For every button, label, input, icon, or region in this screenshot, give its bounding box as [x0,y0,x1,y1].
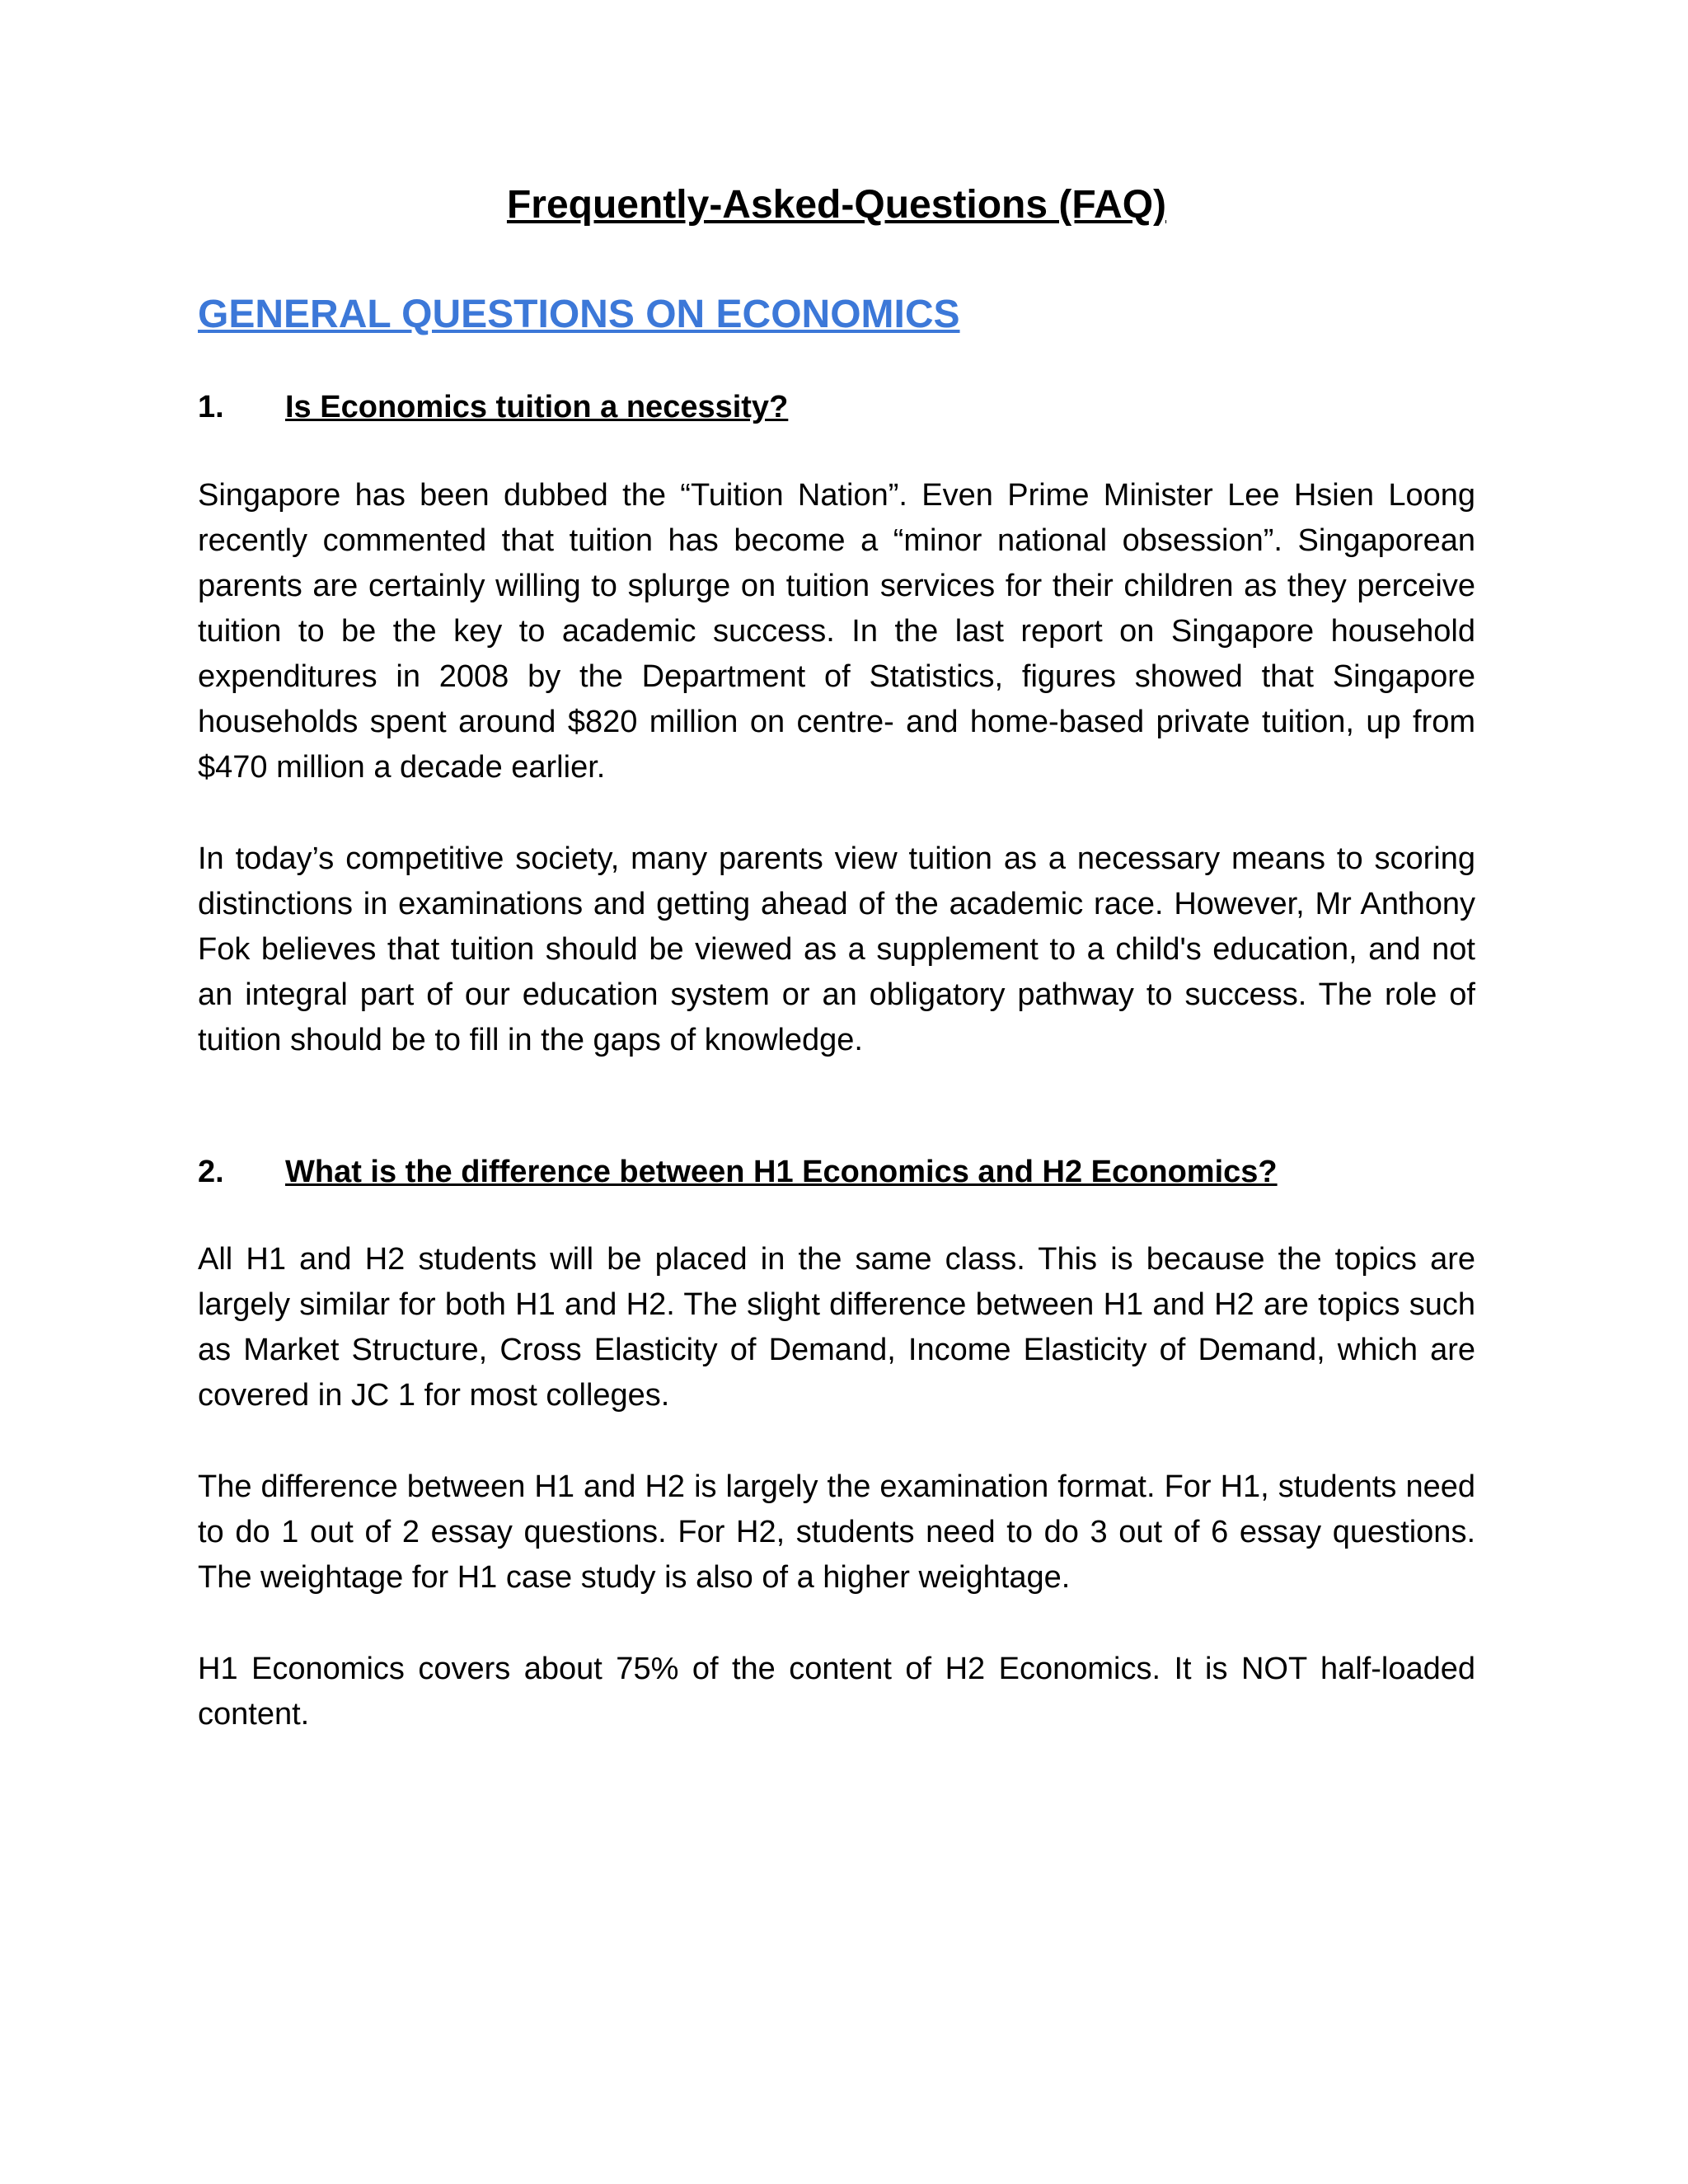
question-1-paragraph-1: Singapore has been dubbed the “Tuition Nation”. Even Prime Minister Lee Hsien Loong recently commented that tuition has become a “minor national obsession”. Singaporean parents are certainly willing to splurge on tuition services for their children as they perceive tuition to be the key to academic success. In the last report on Singapore household expenditures in 2008 by the Department of Statistics, figures showed that Singapore households spent around $820 million on centre- and home-based private tuition, up from $470 million a decade earlier. [198,477,1475,785]
question-2-paragraph-2: The difference between H1 and H2 is largely the examination format. For H1, students need to do 1 out of 2 essay questions. For H2, students need to do 3 out of 6 essay questions. The weightage for H1 case study is also of a higher weightage. [198,1469,1475,1596]
question-text: What is the difference between H1 Economics and H2 Economics? [285,1154,1278,1189]
section-heading-general-questions: GENERAL QUESTIONS ON ECONOMICS [198,292,960,336]
question-2-paragraph-3: H1 Economics covers about 75% of the content of H2 Economics. It is NOT half-loaded content. [198,1652,1475,1732]
question-text: Is Economics tuition a necessity? [285,390,789,425]
page-title: Frequently-Asked-Questions (FAQ) [506,183,1167,227]
question-1-paragraph-2: In today’s competitive society, many parents view tuition as a necessary means to scoring distinctions in examinations and getting ahead of the academic race. However, Mr Anthony Fok believes that tuition should be viewed as a supplement to a child's education, and not an integral part of our education system or an obligatory pathway to success. The role of tuition should be to fill in the gaps of knowledge. [198,841,1475,1057]
document-content [198,181,1475,1737]
question-number: 1. [198,390,224,425]
question-1-heading [198,389,1475,427]
question-2-heading [198,1154,1475,1192]
question-2-paragraph-1: All H1 and H2 students will be placed in the same class. This is because the topics are largely similar for both H1 and H2. The slight difference between H1 and H2 are topics such as Market Structure, Cross Elasticity of Demand, Income Elasticity of Demand, which are covered in JC 1 for most colleges. [198,1242,1475,1413]
question-number: 2. [198,1154,224,1189]
